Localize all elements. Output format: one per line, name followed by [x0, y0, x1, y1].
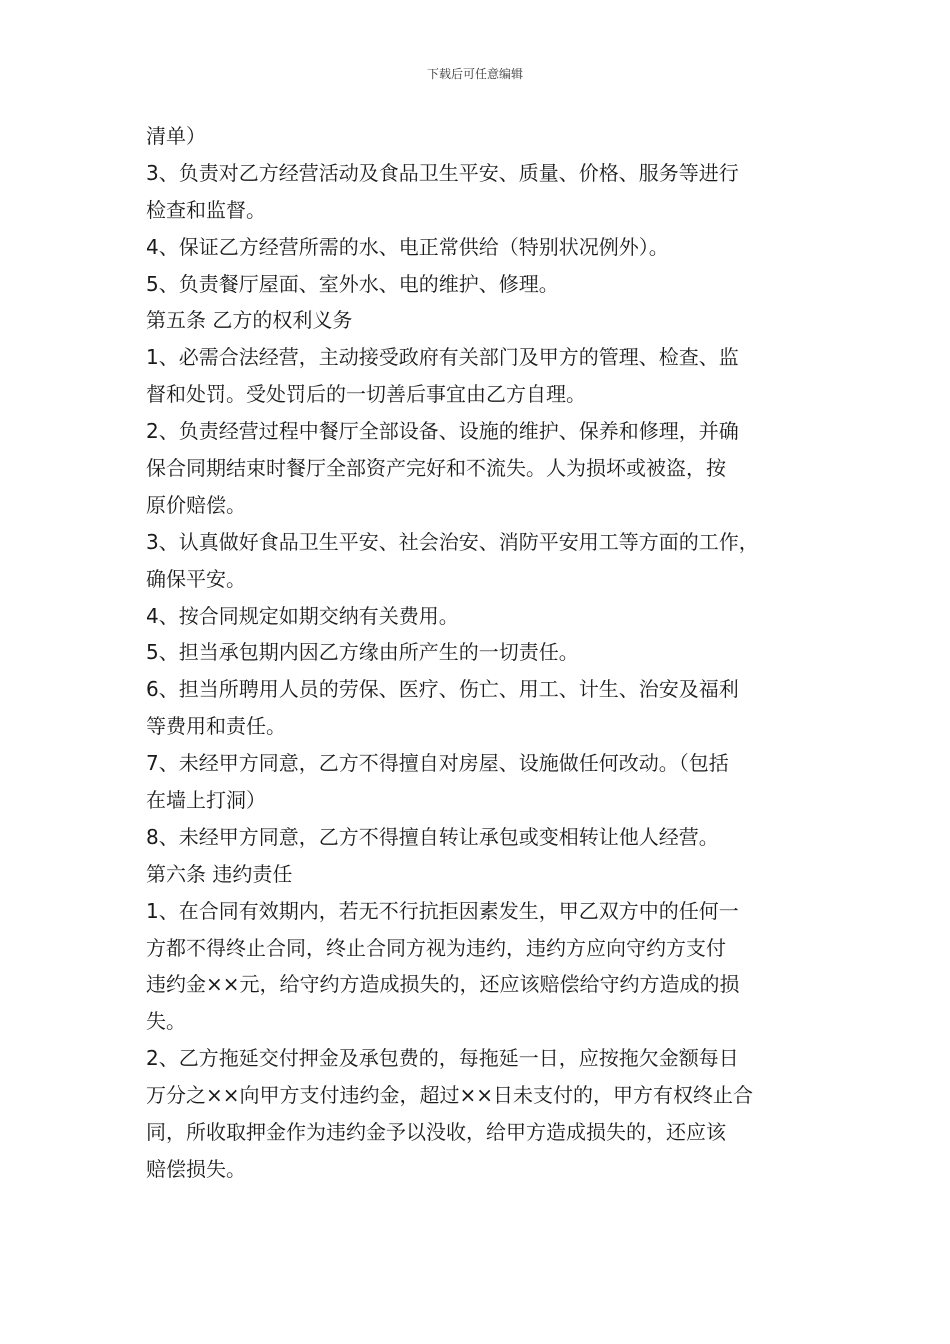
text-line: 4、保证乙方经营所需的水、电正常供给（特别状况例外）。	[146, 234, 669, 259]
text-line: 万分之××向甲方支付违约金，超过××日未支付的，甲方有权终止合	[146, 1083, 754, 1108]
text-line: 违约金××元，给守约方造成损失的，还应该赔偿给守约方造成的损	[146, 972, 740, 997]
text-line: 保合同期结束时餐厅全部资产完好和不流失。人为损坏或被盗，按	[146, 456, 726, 481]
section-heading: 第五条 乙方的权利义务	[146, 308, 353, 333]
text-line: 3、负责对乙方经营活动及食品卫生平安、质量、价格、服务等进行	[146, 160, 739, 185]
text-line: 失。	[146, 1009, 186, 1034]
section-heading: 第六条 违约责任	[146, 861, 293, 886]
text-line: 检查和监督。	[146, 197, 266, 222]
text-line: 4、按合同规定如期交纳有关费用。	[146, 603, 459, 628]
text-line: 5、负责餐厅屋面、室外水、电的维护、修理。	[146, 271, 559, 296]
text-line: 2、负责经营过程中餐厅全部设备、设施的维护、保养和修理，并确	[146, 419, 739, 444]
text-line: 1、在合同有效期内，若无不行抗拒因素发生，甲乙双方中的任何一	[146, 898, 739, 923]
text-line: 1、必需合法经营，主动接受政府有关部门及甲方的管理、检查、监	[146, 345, 739, 370]
text-line: 8、未经甲方同意，乙方不得擅自转让承包或变相转让他人经营。	[146, 824, 719, 849]
document-body	[146, 118, 816, 1188]
text-line: 方都不得终止合同，终止合同方视为违约，违约方应向守约方支付	[146, 935, 726, 960]
text-line: 赔偿损失。	[146, 1156, 246, 1181]
text-line: 3、认真做好食品卫生平安、社会治安、消防平安用工等方面的工作，	[146, 529, 759, 554]
text-line: 督和处罚。受处罚后的一切善后事宜由乙方自理。	[146, 382, 586, 407]
text-line: 原价赔偿。	[146, 492, 246, 517]
text-line: 5、担当承包期内因乙方缘由所产生的一切责任。	[146, 640, 579, 665]
text-line: 确保平安。	[146, 566, 246, 591]
text-line: 等费用和责任。	[146, 714, 286, 739]
text-line: 7、未经甲方同意，乙方不得擅自对房屋、设施做任何改动。（包括	[146, 751, 729, 776]
text-line: 同，所收取押金作为违约金予以没收，给甲方造成损失的，还应该	[146, 1120, 726, 1145]
text-line: 2、乙方拖延交付押金及承包费的，每拖延一日，应按拖欠金额每日	[146, 1046, 739, 1071]
page-header: 下载后可任意编辑	[426, 67, 523, 81]
text-line: 清单）	[146, 124, 206, 148]
text-line: 在墙上打洞）	[146, 788, 266, 813]
text-line: 6、担当所聘用人员的劳保、医疗、伤亡、用工、计生、治安及福利	[146, 677, 739, 702]
